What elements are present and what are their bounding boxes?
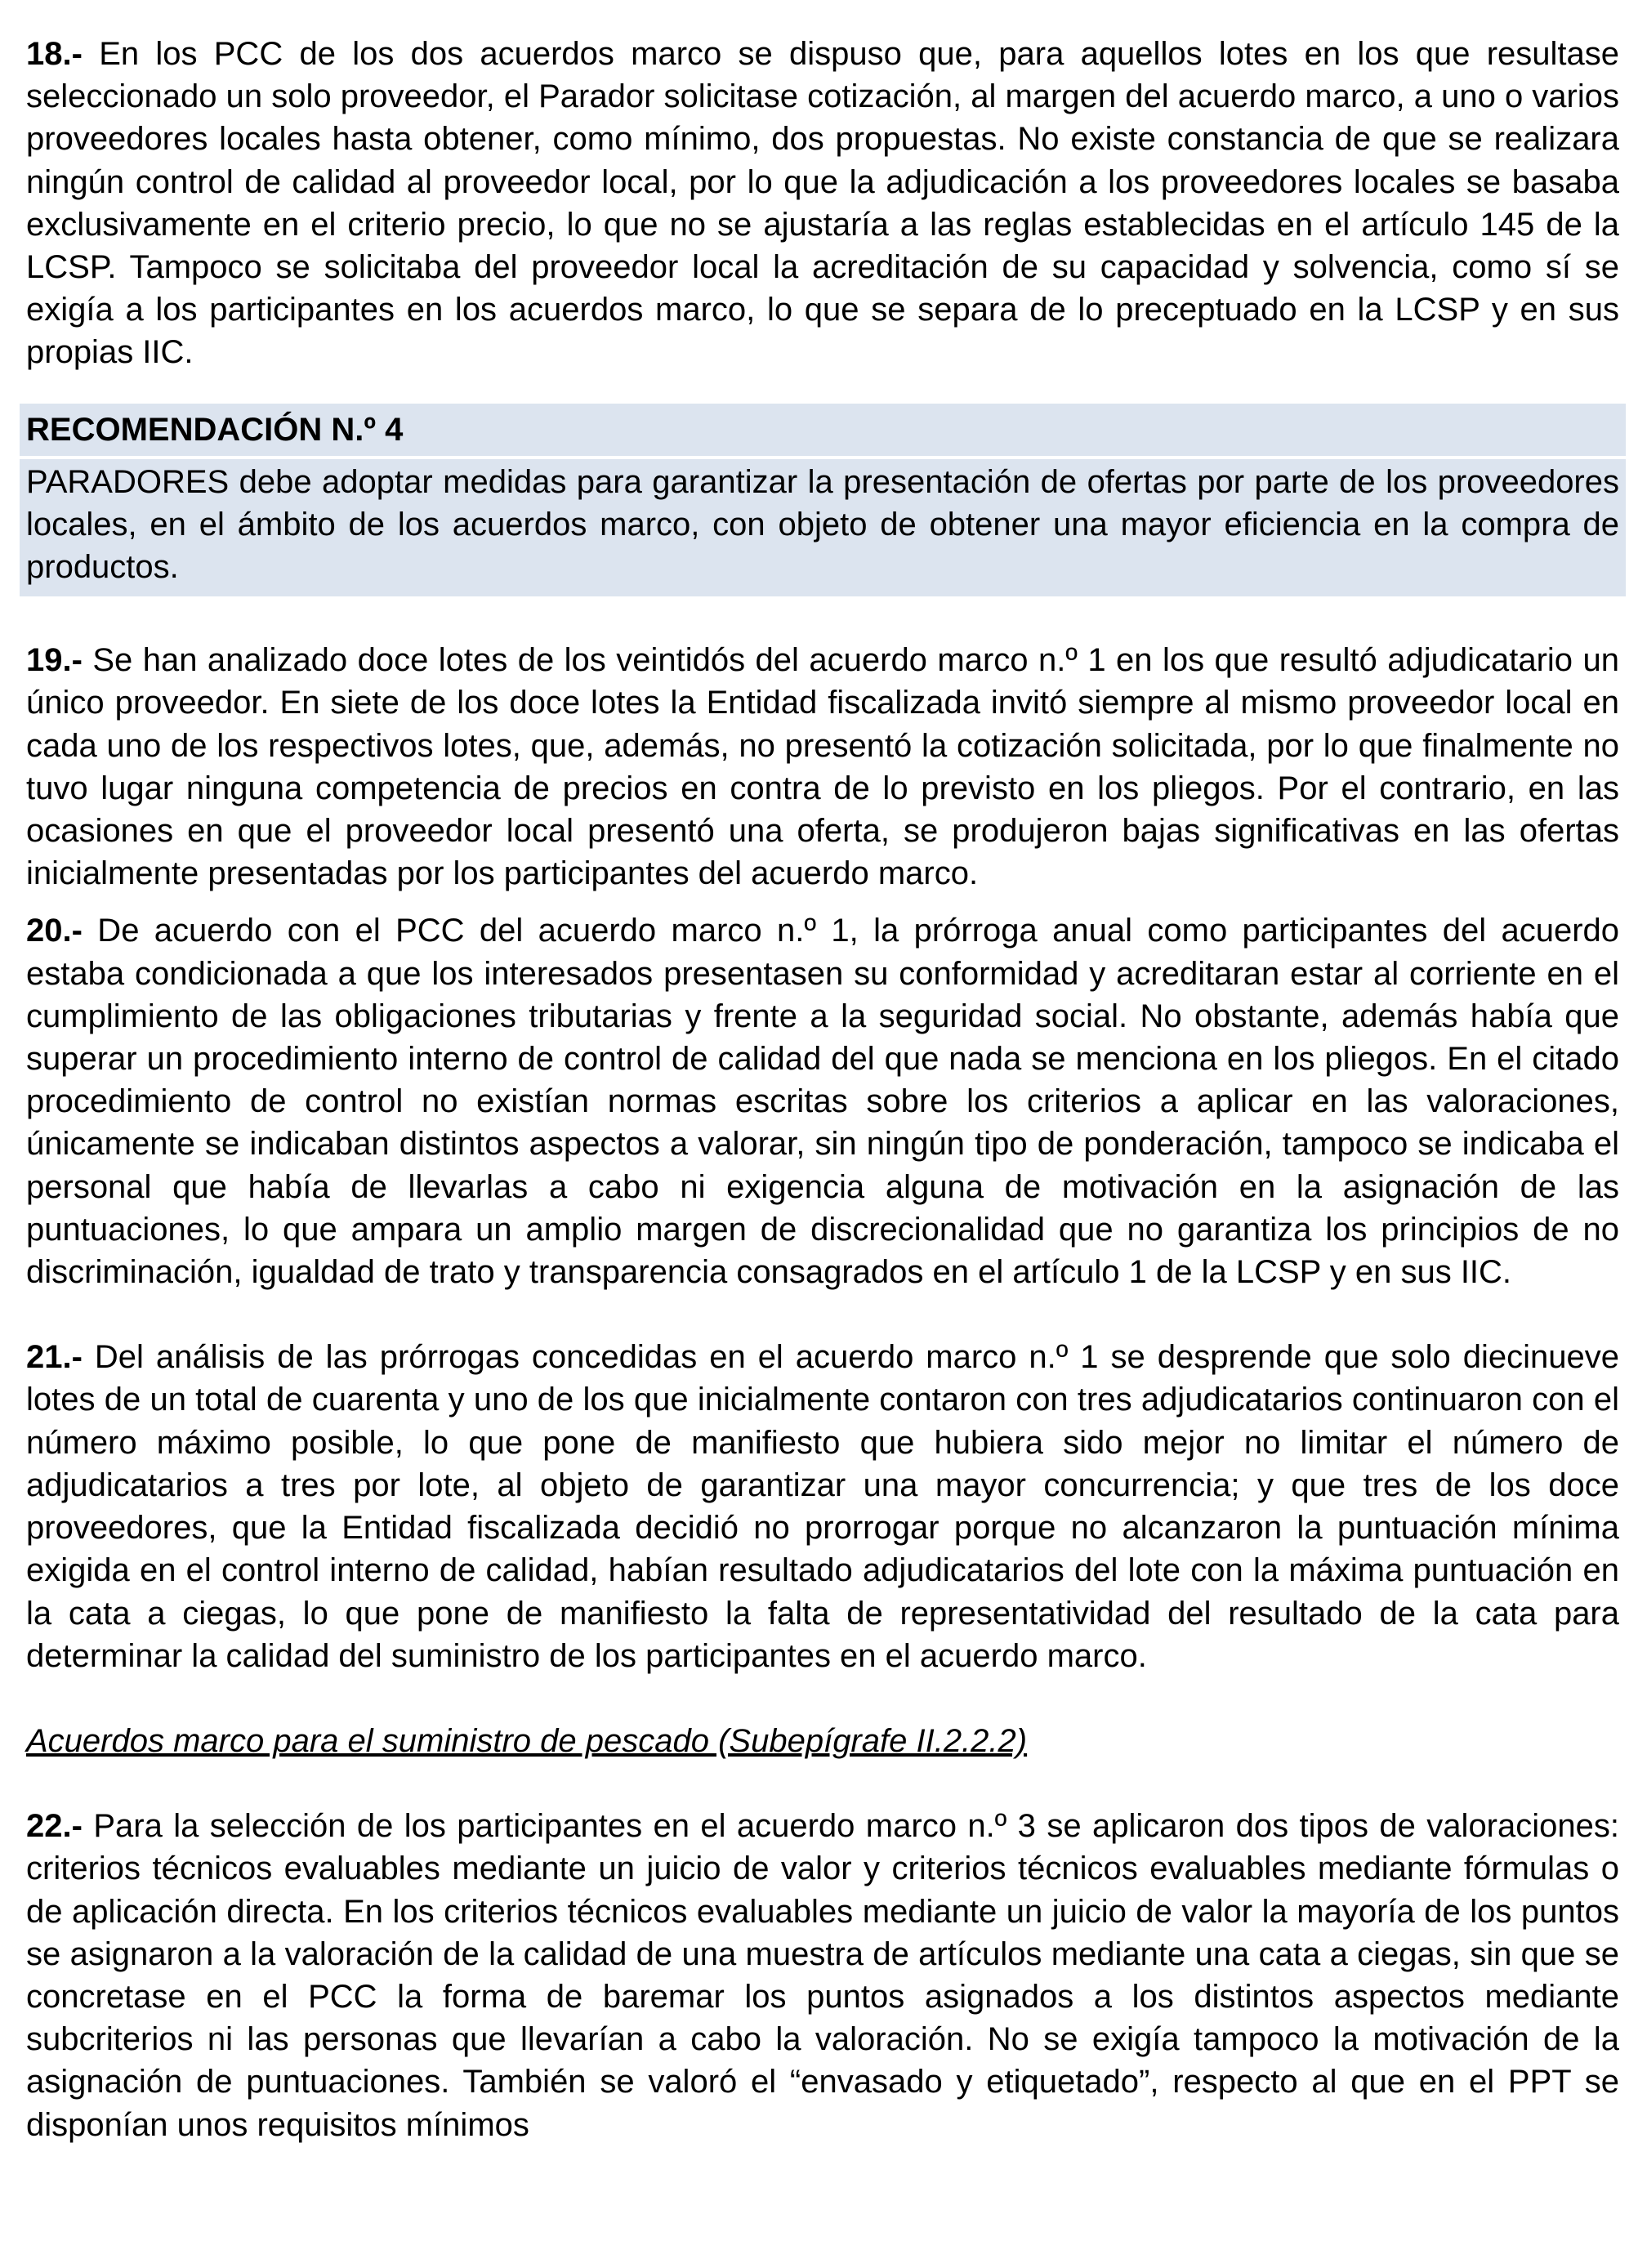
- paragraph-21: [26, 1336, 1619, 1677]
- paragraph-number: 21.-: [26, 1339, 83, 1376]
- section-subheading: Acuerdos marco para el suministro de pescado (Subepígrafe II.2.2.2): [26, 1722, 1028, 1759]
- paragraph-text: En los PCC de los dos acuerdos marco se dispuso que, para aquellos lotes en los que resultase seleccionado un solo proveedor, el Parador solicitase cotización, al margen del acuerdo marco, a uno o varios proveedores locales hasta obtener, como mínimo, dos propuestas. No existe constancia de que se realizara ningún control de calidad al proveedor local, por lo que la adjudicación a los proveedores locales se basaba exclusivamente en el criterio precio, lo que no se ajustaría a las reglas establecidas en el artículo 145 de la LCSP. Tampoco se solicitaba del proveedor local la acreditación de su capacidad y solvencia, como sí se exigía a los participantes en los acuerdos marco, lo que se separa de lo preceptuado en la LCSP y en sus propias IIC.: [26, 36, 1619, 371]
- paragraph-number: 20.-: [26, 913, 83, 949]
- paragraph-text: Del análisis de las prórrogas concedidas en el acuerdo marco n.º 1 se desprende que solo diecinueve lotes de un total de cuarenta y uno de los que inicialmente contaron con tres adjudicatarios continuaron con el número máximo posible, lo que pone de manifiesto que hubiera sido mejor no limitar el número de adjudicatarios a tres por lote, al objeto de garantizar una mayor concurrencia; y que tres de los doce proveedores, que la Entidad fiscalizada decidió no prorrogar porque no alcanzaron la puntuación mínima exigida en el control interno de calidad, habían resultado adjudicatarios del lote con la máxima puntuación en la cata a ciegas, lo que pone de manifiesto la falta de representatividad del resultado de la cata para determinar la calidad del suministro de los participantes en el acuerdo marco.: [26, 1339, 1619, 1674]
- paragraph-number: 22.-: [26, 1808, 83, 1845]
- paragraph-number: 19.-: [26, 642, 83, 679]
- document-page: [26, 33, 1619, 2146]
- paragraph-22: [26, 1805, 1619, 2146]
- paragraph-text: De acuerdo con el PCC del acuerdo marco n.º 1, la prórroga anual como participantes del acuerdo estaba condicionada a que los interesados presentasen su conformidad y acreditaran estar al corriente en el cumplimiento de las obligaciones tributarias y frente a la seguridad social. No obstante, además había que superar un procedimiento interno de control de calidad del que nada se menciona en los pliegos. En el citado procedimiento de control no existían normas escritas sobre los criterios a aplicar en las valoraciones, únicamente se indicaban distintos aspectos a valorar, sin ningún tipo de ponderación, tampoco se indicaba el personal que había de llevarlas a cabo ni exigencia alguna de motivación en la asignación de las puntuaciones, lo que ampara un amplio margen de discrecionalidad que no garantiza los principios de no discriminación, igualdad de trato y transparencia consagrados en el artículo 1 de la LCSP y en sus IIC.: [26, 913, 1619, 1291]
- paragraph-20: [26, 909, 1619, 1293]
- recommendation-box: [20, 404, 1626, 597]
- recommendation-title: RECOMENDACIÓN N.º 4: [26, 411, 404, 448]
- paragraph-number: 18.-: [26, 36, 83, 72]
- paragraph-18: [26, 33, 1619, 374]
- recommendation-text: PARADORES debe adoptar medidas para garantizar la presentación de ofertas por parte de los proveedores locales, en el ámbito de los acuerdos marco, con objeto de obtener una mayor eficiencia en la compra de productos.: [26, 463, 1619, 586]
- paragraph-text: Para la selección de los participantes en el acuerdo marco n.º 3 se aplicaron dos tipos de valoraciones: criterios técnicos evaluables mediante un juicio de valor y criterios técnicos evaluables mediante fórmulas o de aplicación directa. En los criterios técnicos evaluables mediante un juicio de valor la mayoría de los puntos se asignaron a la valoración de la calidad de una muestra de artículos mediante una cata a ciegas, sin que se concretase en el PCC la forma de baremar los puntos asignados a los distintos aspectos mediante subcriterios ni las personas que llevarían a cabo la valoración. No se exigía tampoco la motivación de la asignación de puntuaciones. También se valoró el “envasado y etiquetado”, respecto al que en el PPT se disponían unos requisitos mínimos: [26, 1808, 1619, 2143]
- paragraph-text: Se han analizado doce lotes de los veintidós del acuerdo marco n.º 1 en los que resultó adjudicatario un único proveedor. En siete de los doce lotes la Entidad fiscalizada invitó siempre al mismo proveedor local en cada uno de los respectivos lotes, que, además, no presentó la cotización solicitada, por lo que finalmente no tuvo lugar ninguna competencia de precios en contra de lo previsto en los pliegos. Por el contrario, en las ocasiones en que el proveedor local presentó una oferta, se produjeron bajas significativas en las ofertas inicialmente presentadas por los participantes del acuerdo marco.: [26, 642, 1619, 892]
- recommendation-divider: [20, 456, 1626, 459]
- paragraph-19: [26, 639, 1619, 895]
